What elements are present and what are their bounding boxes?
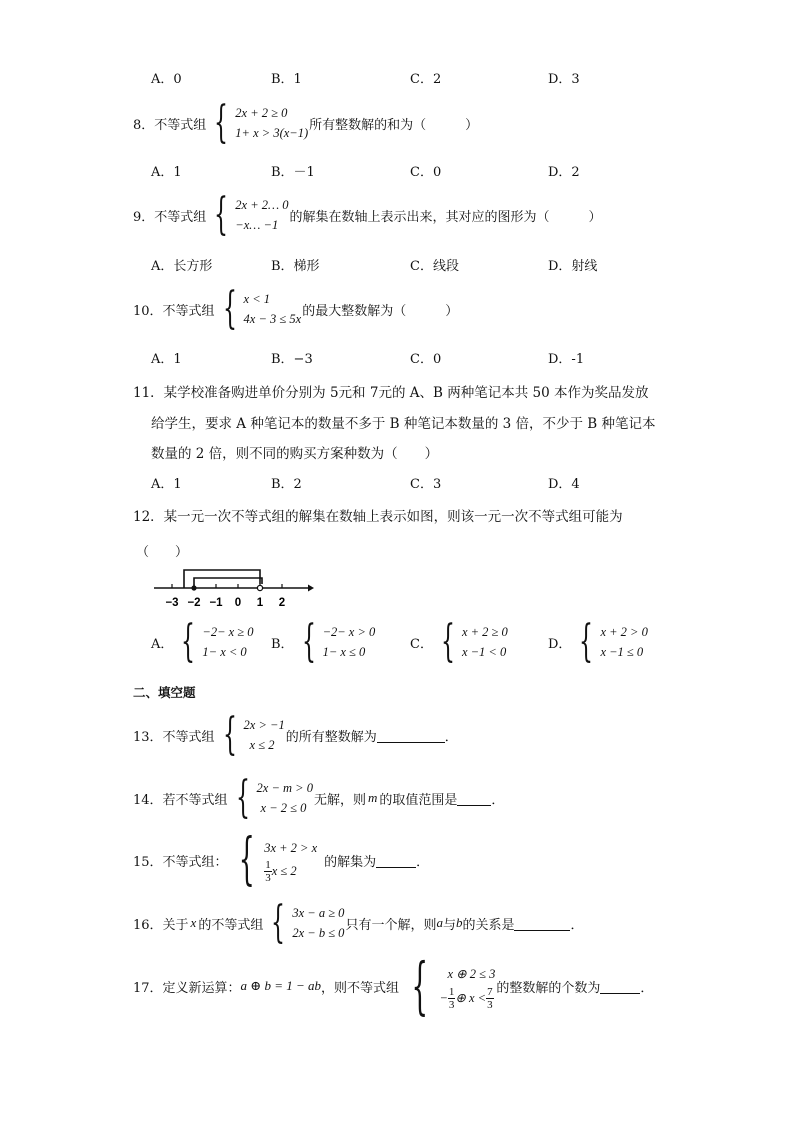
question-16: 16．关于 x 的不等式组 { 3x − a ≥ 0 2x − b ≤ 0 只有一个解，则 a 与 b 的关系是 ． <box>133 897 584 948</box>
arrow-right-icon <box>308 585 314 592</box>
inequality-system <box>400 949 496 1022</box>
variable-b: b <box>455 915 463 930</box>
system-line-2: $\frac{1}{3}$ x ≤ 2 <box>265 858 297 884</box>
option-d: D．4 <box>548 477 580 492</box>
system-line-2: 1+ x > 3(x−1) <box>235 126 309 140</box>
variable-a: a <box>436 915 443 930</box>
fraction: $\frac{1}{3}$ <box>448 985 455 1011</box>
question-10-prefix: 10．不等式组 <box>133 303 215 319</box>
inequality-system <box>229 772 313 823</box>
system-line-1: 2x > −1 <box>243 718 285 732</box>
system-line-1: x + 2 ≥ 0 <box>461 625 508 639</box>
system-line-2: 1− x ≤ 0 <box>322 645 366 659</box>
number-line-figure <box>150 566 315 612</box>
left-brace-icon: { <box>411 949 429 1022</box>
tick-label: −2 <box>187 597 201 609</box>
option-c: C．0 <box>410 352 442 367</box>
system-line-1: 3x − a ≥ 0 <box>292 906 345 920</box>
left-brace-icon: { <box>222 283 237 334</box>
option-b: B．−3 <box>271 352 313 367</box>
tick-label: −3 <box>165 597 179 609</box>
open-dot-icon <box>257 585 262 590</box>
question-17: 17．定义新运算： a ⊕ b = 1 − ab ，则不等式组 { x ⊕ 2 ≤ 3 − $\frac{1}{3}$ ⊕ x < $\frac{7}{3}$ 的整数解的个数为 ． <box>133 949 654 1022</box>
option-d: D．2 <box>548 165 580 180</box>
option-d: D．-1 <box>548 352 585 367</box>
left-brace-icon: { <box>222 709 237 760</box>
question-11-line-3: 数量的 2 倍，则不同的购买方案种数为（ ） <box>151 446 439 462</box>
system-line-1: −2− x > 0 <box>322 625 376 639</box>
option-c: C．0 <box>410 165 442 180</box>
option-b: B．梯形 <box>271 259 320 274</box>
system-line-1: x < 1 <box>243 292 271 306</box>
question-8-suffix: 所有整数解的和为（ ） <box>309 117 479 133</box>
tick-label: 2 <box>278 597 286 609</box>
system-line-2: − $\frac{1}{3}$ ⊕ x < $\frac{7}{3}$ <box>439 985 493 1011</box>
option-d: D．射线 <box>548 259 598 274</box>
inequality-system <box>207 189 289 240</box>
inequality-system <box>207 97 309 148</box>
solution-bar-upper <box>184 570 260 588</box>
system-line-2: 1− x < 0 <box>202 645 247 659</box>
option-a: A．长方形 <box>151 259 213 274</box>
option-b: B．1 <box>271 72 302 87</box>
left-brace-icon: { <box>238 827 255 892</box>
option-c: C． { x + 2 ≥ 0 x −1 < 0 <box>410 616 508 667</box>
system-line-2: 4x − 3 ≤ 5x <box>243 312 302 326</box>
answer-blank[interactable] <box>600 979 640 994</box>
question-8 <box>133 97 479 148</box>
fraction: $\frac{1}{3}$ <box>265 858 271 884</box>
left-brace-icon: { <box>440 616 455 667</box>
question-14: 14．若不等式组 { 2x − m > 0 x − 2 ≤ 0 无解，则 m 的取值范围是 ． <box>133 772 505 823</box>
option-a: A．1 <box>151 477 182 492</box>
option-c: C．3 <box>410 477 442 492</box>
question-11-line-2: 给学生，要求 A 种笔记本的数量不多于 B 种笔记本数量的 3 倍，不少于 B 种笔记本 <box>151 416 656 432</box>
question-12-line-2: （ ） <box>136 545 189 560</box>
system-line-2: −x… −1 <box>235 218 279 232</box>
variable-x: x <box>190 915 197 930</box>
answer-blank[interactable] <box>376 853 416 868</box>
option-b: B．－1 <box>271 165 315 180</box>
option-a: A．1 <box>151 165 182 180</box>
variable-m: m <box>368 790 378 805</box>
option-c: C．2 <box>410 72 442 87</box>
answer-blank[interactable] <box>457 791 491 806</box>
system-line-1: x ⊕ 2 ≤ 3 <box>447 966 496 981</box>
system-line-1: x + 2 > 0 <box>600 625 648 639</box>
closed-dot-icon <box>191 585 196 590</box>
tick-label: −1 <box>209 597 223 609</box>
system-line-2: x − 2 ≤ 0 <box>260 801 307 815</box>
left-brace-icon: { <box>214 97 229 148</box>
option-a: A． { −2− x ≥ 0 1− x < 0 <box>151 616 254 667</box>
system-line-1: 3x + 2 > x <box>264 840 318 855</box>
question-12-line-1: 12．某一元一次不等式组的解集在数轴上表示如图，则该一元一次不等式组可能为 <box>133 509 623 525</box>
question-8-prefix: 8．不等式组 <box>133 117 207 133</box>
option-c: C．线段 <box>410 259 459 274</box>
left-brace-icon: { <box>301 616 316 667</box>
system-line-1: 2x + 2 ≥ 0 <box>235 106 288 120</box>
answer-blank[interactable] <box>377 728 445 743</box>
tick-label: 1 <box>256 597 264 609</box>
question-10 <box>133 283 459 334</box>
question-10-suffix: 的最大整数解为（ ） <box>302 303 459 319</box>
question-9-prefix: 9．不等式组 <box>133 209 207 225</box>
question-15: 15．不等式组： { 3x + 2 > x $\frac{1}{3}$ x ≤ 2 的解集为 ． <box>133 827 430 892</box>
option-d: D．3 <box>548 72 580 87</box>
question-9-suffix: 的解集在数轴上表示出来，其对应的图形为（ ） <box>289 209 602 225</box>
operation-definition: a ⊕ b = 1 − ab <box>240 978 321 993</box>
solution-bar-lower <box>194 578 262 588</box>
system-line-2: x −1 < 0 <box>461 645 507 659</box>
system-line-2: x −1 ≤ 0 <box>600 645 644 659</box>
left-brace-icon: { <box>214 189 229 240</box>
option-d: D． { x + 2 > 0 x −1 ≤ 0 <box>548 616 648 667</box>
inequality-system <box>229 827 318 892</box>
section-heading: 二、填空题 <box>133 685 196 700</box>
system-line-2: 2x − b ≤ 0 <box>292 926 345 940</box>
left-brace-icon: { <box>271 897 286 948</box>
system-line-1: −2− x ≥ 0 <box>202 625 254 639</box>
left-brace-icon: { <box>579 616 594 667</box>
option-b: B．2 <box>271 477 302 492</box>
answer-blank[interactable] <box>514 916 570 931</box>
system-line-2: x ≤ 2 <box>249 738 275 752</box>
tick-label: 0 <box>234 597 242 609</box>
inequality-system <box>264 897 345 948</box>
system-line-1: 2x + 2… 0 <box>235 198 289 212</box>
inequality-system <box>216 709 285 760</box>
option-b: B． { −2− x > 0 1− x ≤ 0 <box>271 616 376 667</box>
system-line-1: 2x − m > 0 <box>256 781 313 795</box>
left-brace-icon: { <box>181 616 196 667</box>
inequality-system <box>216 283 302 334</box>
option-a: A．0 <box>151 72 182 87</box>
left-brace-icon: { <box>235 772 250 823</box>
question-9 <box>133 189 602 240</box>
fraction: $\frac{7}{3}$ <box>487 985 493 1011</box>
question-11-line-1: 11．某学校准备购进单价分别为 5元和 7元的 A、B 两种笔记本共 50 本作为奖品发放 <box>133 385 649 401</box>
option-a: A．1 <box>151 352 182 367</box>
question-13: 13．不等式组 { 2x > −1 x ≤ 2 的所有整数解为 ． <box>133 709 458 760</box>
